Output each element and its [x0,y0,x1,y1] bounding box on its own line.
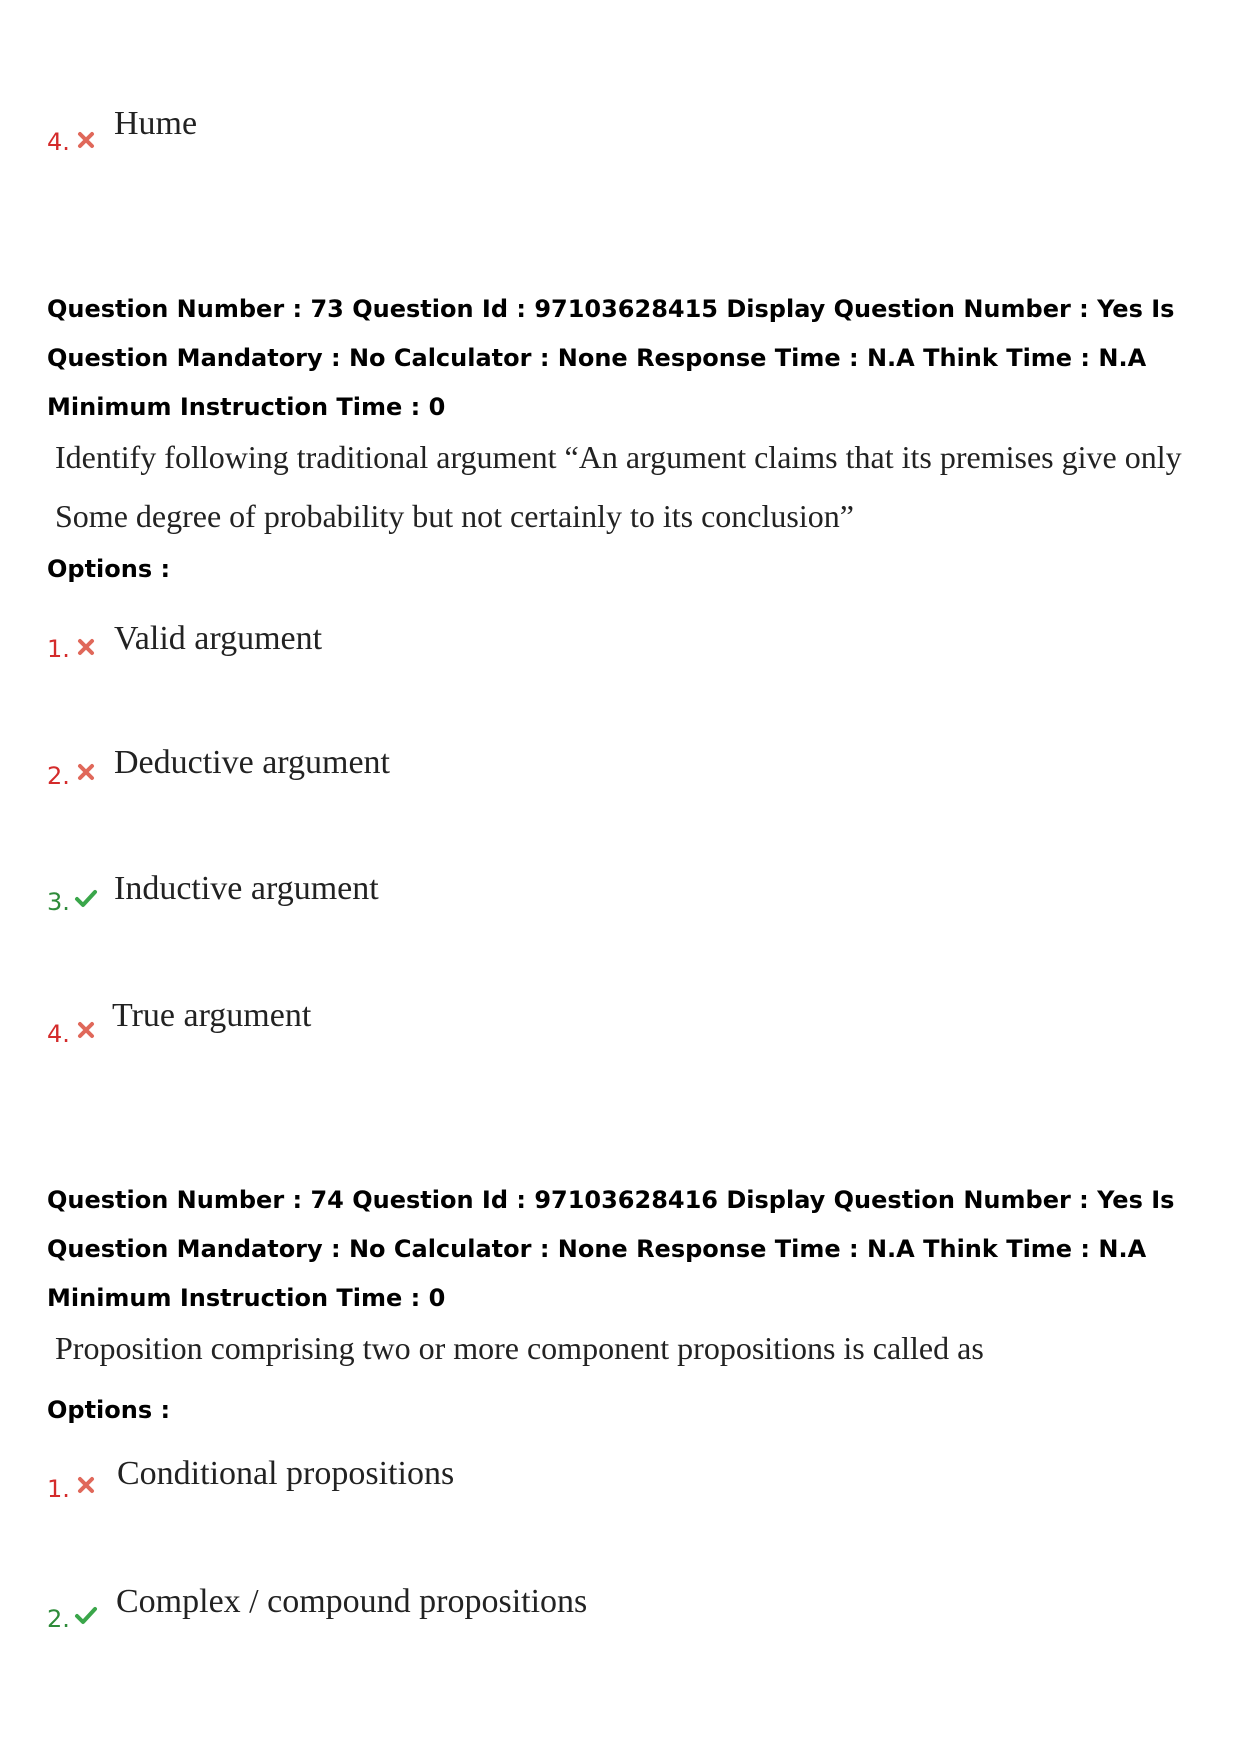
question-meta: Question Number : 73 Question Id : 97103628415 Display Question Number : Yes Is Question Mandatory : No Calculator : None Response Time : N.A Think Time : N.A Minimum Instruction Time : 0 [47,295,1175,421]
option-text: Deductive argument [114,744,391,781]
option-number: 3. [47,888,70,916]
check-icon [74,1603,98,1627]
option-text: Inductive argument [114,870,379,907]
question-stem-line-2: Some degree of probability but not certainly to its conclusion” [55,498,854,534]
question-stem-line-1: Proposition comprising two or more component propositions is called as [55,1330,984,1366]
option-text: Valid argument [114,620,323,657]
option-text: True argument [112,997,312,1034]
option-number: 2. [47,1605,70,1633]
cross-icon [74,635,98,659]
cross-icon [74,128,98,152]
check-icon [74,886,98,910]
option-number: 2. [47,762,70,790]
options-label: Options : [47,1396,171,1424]
option-number: 1. [47,635,70,663]
options-label: Options : [47,555,171,583]
cross-icon [74,1018,98,1042]
option-number: 4. [47,128,70,156]
option-number: 1. [47,1475,70,1503]
question-meta: Question Number : 74 Question Id : 97103628416 Display Question Number : Yes Is Question Mandatory : No Calculator : None Response Time : N.A Think Time : N.A Minimum Instruction Time : 0 [47,1186,1175,1312]
option-text: Hume [114,105,198,142]
cross-icon [74,760,98,784]
option-number: 4. [47,1020,70,1048]
option-text: Complex / compound propositions [116,1583,588,1620]
cross-icon [74,1473,98,1497]
question-stem-line-1: Identify following traditional argument “An argument claims that its premises give only [55,439,1182,475]
option-text: Conditional propositions [117,1455,455,1492]
